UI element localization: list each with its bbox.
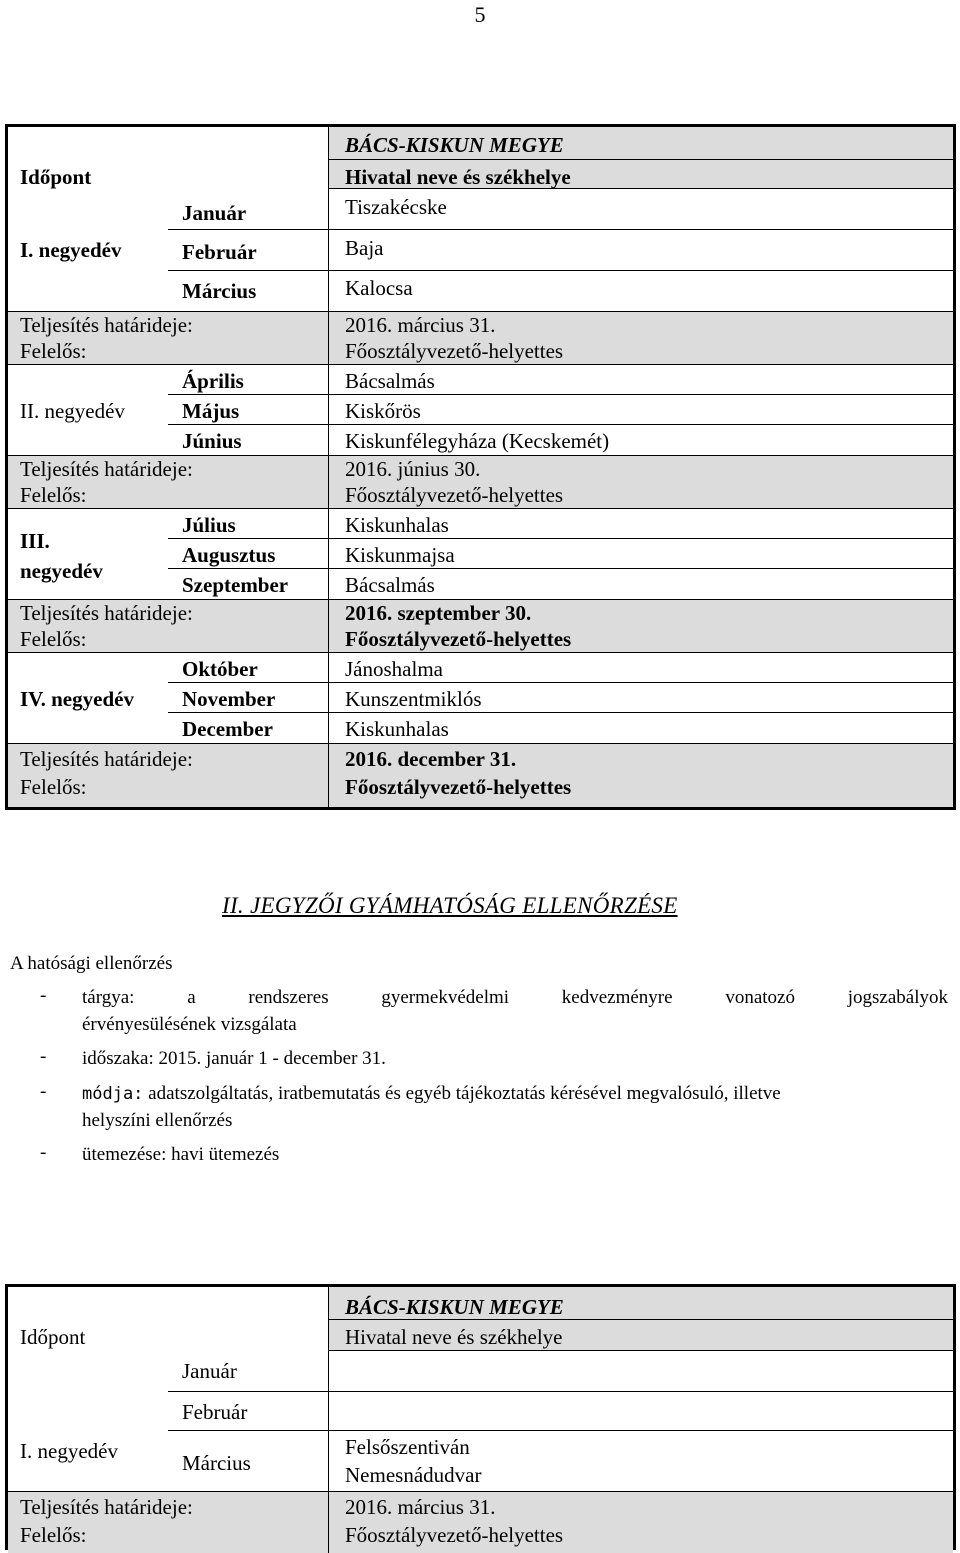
office-name: Jánoshalma xyxy=(345,657,443,681)
responsible-label: Felelős: xyxy=(20,627,87,651)
bullet-label: ütemezése: xyxy=(82,1144,167,1165)
responsible-label: Felelős: xyxy=(20,483,87,507)
grid-line xyxy=(168,394,953,395)
responsible-label: Felelős: xyxy=(20,1523,87,1547)
deadline-label: Teljesítés határideje: xyxy=(20,747,193,771)
deadline-label: Teljesítés határideje: xyxy=(20,457,193,481)
deadline-label: Teljesítés határideje: xyxy=(20,601,193,625)
month-label: Április xyxy=(182,369,244,393)
schedule-table-1 xyxy=(5,124,956,810)
month-label: Augusztus xyxy=(182,543,276,567)
grid-line xyxy=(8,311,953,312)
bullet-dash: - xyxy=(40,1142,47,1163)
grid-line xyxy=(8,599,953,600)
deadline-label: Teljesítés határideje: xyxy=(20,313,193,337)
responsible-value: Főosztályvezető-helyettes xyxy=(345,1523,564,1547)
office-name: Nemesnádudvar xyxy=(345,1463,482,1487)
responsible-value: Főosztályvezető-helyettes xyxy=(345,339,564,363)
bullet-label: időszaka: xyxy=(82,1048,154,1069)
bullet-label: módja: xyxy=(82,1084,144,1104)
bullet-text: adatszolgáltatás, iratbemutatás és egyéb tájékoztatás kérésével megvalósuló, illetve xyxy=(148,1083,781,1104)
month-label: Szeptember xyxy=(182,573,289,597)
month-label: Május xyxy=(182,399,240,423)
grid-line xyxy=(168,229,953,230)
month-label: Február xyxy=(182,240,257,264)
deadline-value: 2016. szeptember 30. xyxy=(345,601,532,625)
grid-line xyxy=(8,364,953,365)
bullet-text-continued: érvényesülésének vizsgálata xyxy=(82,1014,297,1035)
bullet-item-period xyxy=(82,1046,386,1072)
month-label: Június xyxy=(182,429,242,453)
deadline-label: Teljesítés határideje: xyxy=(20,1495,193,1519)
bullet-label: tárgya: xyxy=(82,987,135,1008)
office-name: Kiskunhalas xyxy=(345,513,449,537)
quarter-label: III. xyxy=(20,529,50,553)
office-name: Kiskunmajsa xyxy=(345,543,455,567)
office-name: Baja xyxy=(345,236,384,260)
month-label: Március xyxy=(182,279,257,303)
grid-line xyxy=(328,1319,953,1320)
county-title: BÁCS-KISKUN MEGYE xyxy=(345,1295,564,1319)
office-name: Kalocsa xyxy=(345,276,413,300)
bullet-text-continued: helyszíni ellenőrzés xyxy=(82,1110,233,1131)
office-name: Kiskőrös xyxy=(345,399,421,423)
column-divider xyxy=(328,1287,329,1553)
schedule-table-2 xyxy=(5,1284,956,1550)
col-header-time: Időpont xyxy=(20,1325,86,1349)
office-name: Bácsalmás xyxy=(345,573,435,597)
office-name: Tiszakécske xyxy=(345,195,447,219)
month-label: Október xyxy=(182,657,258,681)
bullet-dash: - xyxy=(40,985,47,1006)
grid-line xyxy=(8,455,953,456)
month-label: Március xyxy=(182,1451,251,1475)
bullet-dash: - xyxy=(40,1081,47,1102)
grid-line xyxy=(168,682,953,683)
quarter-label: I. negyedév xyxy=(20,1439,118,1463)
grid-line xyxy=(8,1491,953,1492)
responsible-value: Főosztályvezető-helyettes xyxy=(345,775,572,799)
bullet-text: havi ütemezés xyxy=(171,1144,280,1165)
responsible-label: Felelős: xyxy=(20,339,87,363)
quarter-label: I. negyedév xyxy=(20,238,122,262)
county-title: BÁCS-KISKUN MEGYE xyxy=(345,133,564,157)
deadline-value: 2016. december 31. xyxy=(345,747,517,771)
bullet-text: 2015. január 1 - december 31. xyxy=(158,1048,386,1069)
grid-line xyxy=(168,568,953,569)
grid-line xyxy=(168,1430,953,1431)
office-name: Kiskunhalas xyxy=(345,717,449,741)
bullet-text: a rendszeres gyermekvédelmi kedvezményre vonatozó jogszabályok xyxy=(187,987,949,1008)
month-label: November xyxy=(182,687,276,711)
bullet-item-schedule xyxy=(82,1142,279,1168)
office-name: Felsőszentiván xyxy=(345,1435,470,1459)
month-label: Február xyxy=(182,1400,248,1424)
grid-line xyxy=(328,1350,953,1351)
grid-line xyxy=(168,538,953,539)
bullet-item-method xyxy=(82,1081,781,1107)
bullet-dash: - xyxy=(40,1046,47,1067)
col-header-office: Hivatal neve és székhelye xyxy=(345,165,571,189)
grid-line xyxy=(8,508,953,509)
grid-line xyxy=(168,1391,953,1392)
grid-line xyxy=(8,743,953,744)
grid-line xyxy=(328,159,953,160)
month-label: Január xyxy=(182,201,247,225)
month-label: Január xyxy=(182,1359,237,1383)
responsible-value: Főosztályvezető-helyettes xyxy=(345,627,572,651)
deadline-value: 2016. március 31. xyxy=(345,313,496,337)
bullet-item-subject xyxy=(82,985,948,1011)
deadline-value: 2016. június 30. xyxy=(345,457,481,481)
quarter-label: negyedév xyxy=(20,559,103,583)
col-header-time: Időpont xyxy=(20,165,92,189)
quarter-label: II. negyedév xyxy=(20,399,125,423)
office-name: Kiskunfélegyháza (Kecskemét) xyxy=(345,429,610,453)
page-number: 5 xyxy=(474,2,486,27)
grid-line xyxy=(168,424,953,425)
quarter-label: IV. negyedév xyxy=(20,687,134,711)
responsible-value: Főosztályvezető-helyettes xyxy=(345,483,564,507)
section-intro: A hatósági ellenőrzés xyxy=(10,953,173,974)
month-label: December xyxy=(182,717,273,741)
responsible-label: Felelős: xyxy=(20,775,87,799)
grid-line xyxy=(8,652,953,653)
deadline-value: 2016. március 31. xyxy=(345,1495,496,1519)
col-header-office: Hivatal neve és székhelye xyxy=(345,1325,563,1349)
section-heading: II. JEGYZŐI GYÁMHATÓSÁG ELLENŐRZÉSE xyxy=(222,893,678,918)
grid-line xyxy=(168,712,953,713)
month-label: Július xyxy=(182,513,236,537)
office-name: Bácsalmás xyxy=(345,369,435,393)
office-name: Kunszentmiklós xyxy=(345,687,482,711)
grid-line xyxy=(168,270,953,271)
